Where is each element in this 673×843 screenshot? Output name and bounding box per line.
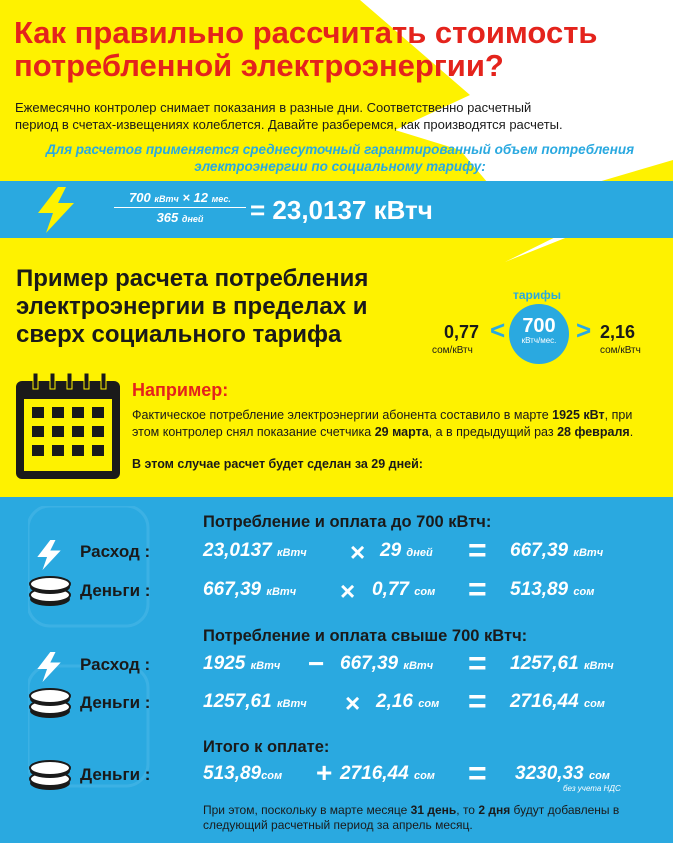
block2-usage-r: 1257,61 кВтч xyxy=(510,653,614,674)
example-title: Например: xyxy=(132,380,229,400)
tariff-limit-unit: кВтч/мес. xyxy=(521,336,557,345)
block1-money-a: 667,39 кВтч xyxy=(203,579,297,600)
tariffs-label: тарифы xyxy=(513,288,562,302)
example-conclusion: В этом случае расчет будет сделан за 29 дней: xyxy=(132,457,423,471)
block1-usage-r: 667,39 кВтч xyxy=(510,540,604,561)
example-text: Фактическое потребление электроэнергии абонента составило в марте 1925 кВт, при этом контролер снял показание счетчика 29 марта, а в предыдущий раз 28 февраля. xyxy=(132,408,634,439)
coins-icon xyxy=(28,759,72,791)
block2-title: Потребление и оплата свыше 700 кВтч: xyxy=(203,627,528,645)
block2-money-a: 1257,61 кВтч xyxy=(203,691,307,712)
lightning-bolt-icon xyxy=(36,187,76,233)
total-b: 2716,44 сом xyxy=(340,763,435,784)
calendar-icon xyxy=(16,373,120,479)
block1-money-r: 513,89 сом xyxy=(510,579,595,600)
money-label: Деньги : xyxy=(80,581,151,600)
block1-usage-b: 29 дней xyxy=(380,540,433,561)
tariff-limit-circle xyxy=(509,304,569,364)
lightning-bolt-icon xyxy=(36,651,62,683)
total-title: Итого к оплате: xyxy=(203,738,330,756)
usage-label: Расход : xyxy=(80,655,151,674)
total-r: 3230,33 сом xyxy=(515,763,610,784)
money-label: Деньги : xyxy=(80,765,151,784)
intro-text: Ежемесячно контролер снимает показания в разные дни. Соответственно расчетный период в счетах-извещениях колеблется. Давайте разберемся, как производятся расчеты. xyxy=(15,100,563,132)
tariff-high-value: 2,16 xyxy=(600,322,636,342)
coins-icon xyxy=(28,575,72,607)
block1-usage-a: 23,0137 кВтч xyxy=(203,540,307,561)
total-eq: = xyxy=(468,755,487,791)
block1-title: Потребление и оплата до 700 кВтч: xyxy=(203,513,492,531)
block1-usage-op: × xyxy=(350,537,366,567)
usage-label: Расход : xyxy=(80,542,151,561)
formula-result: = 23,0137 кВтч xyxy=(250,195,433,225)
tariff-low-unit: сом/кВтч xyxy=(432,345,473,356)
block2-money-eq: = xyxy=(468,683,487,719)
block2-money-r: 2716,44 сом xyxy=(510,691,605,712)
coins-icon xyxy=(28,687,72,719)
formula-denominator: 365 дней xyxy=(156,210,204,225)
tariff-limit: 700 xyxy=(522,315,556,337)
block2-money-op: × xyxy=(345,688,361,718)
arrow-right-icon: > xyxy=(576,315,592,345)
tariff-low-value: 0,77 xyxy=(444,322,480,342)
page-title: Как правильно рассчитать стоимость потребленной электроэнергии? xyxy=(14,15,598,83)
lightning-bolt-icon xyxy=(36,539,62,571)
block2-usage-op: − xyxy=(308,648,325,679)
tariff-note: Для расчетов применяется среднесуточный гарантированный объем потребления электроэнергии по социальному тарифу: xyxy=(45,142,635,174)
example-section-title: Пример расчета потребления электроэнергии в пределах и сверх социального тарифа xyxy=(16,265,369,348)
formula-numerator: 700 кВтч × 12 мес. xyxy=(114,190,246,208)
formula-fraction xyxy=(114,190,246,225)
vat-note: без учета НДС xyxy=(563,784,621,793)
block2-usage-a: 1925 кВтч xyxy=(203,653,281,674)
block2-usage-b: 667,39 кВтч xyxy=(340,653,434,674)
arrow-left-icon: < xyxy=(490,315,506,345)
block1-money-b: 0,77 сом xyxy=(372,579,436,600)
tariff-high-unit: сом/кВтч xyxy=(600,345,641,356)
block1-money-op: × xyxy=(340,576,356,606)
footnote: При этом, поскольку в марте месяце 31 день, то 2 дня будут добавлены в следующий расчетный период за апрель месяц. xyxy=(203,803,620,832)
block1-money-eq: = xyxy=(468,571,487,607)
block1-usage-eq: = xyxy=(468,532,487,568)
total-op: + xyxy=(316,757,333,788)
block2-money-b: 2,16 сом xyxy=(376,691,440,712)
block2-usage-eq: = xyxy=(468,645,487,681)
money-label: Деньги : xyxy=(80,693,151,712)
total-a: 513,89сом xyxy=(203,763,283,784)
